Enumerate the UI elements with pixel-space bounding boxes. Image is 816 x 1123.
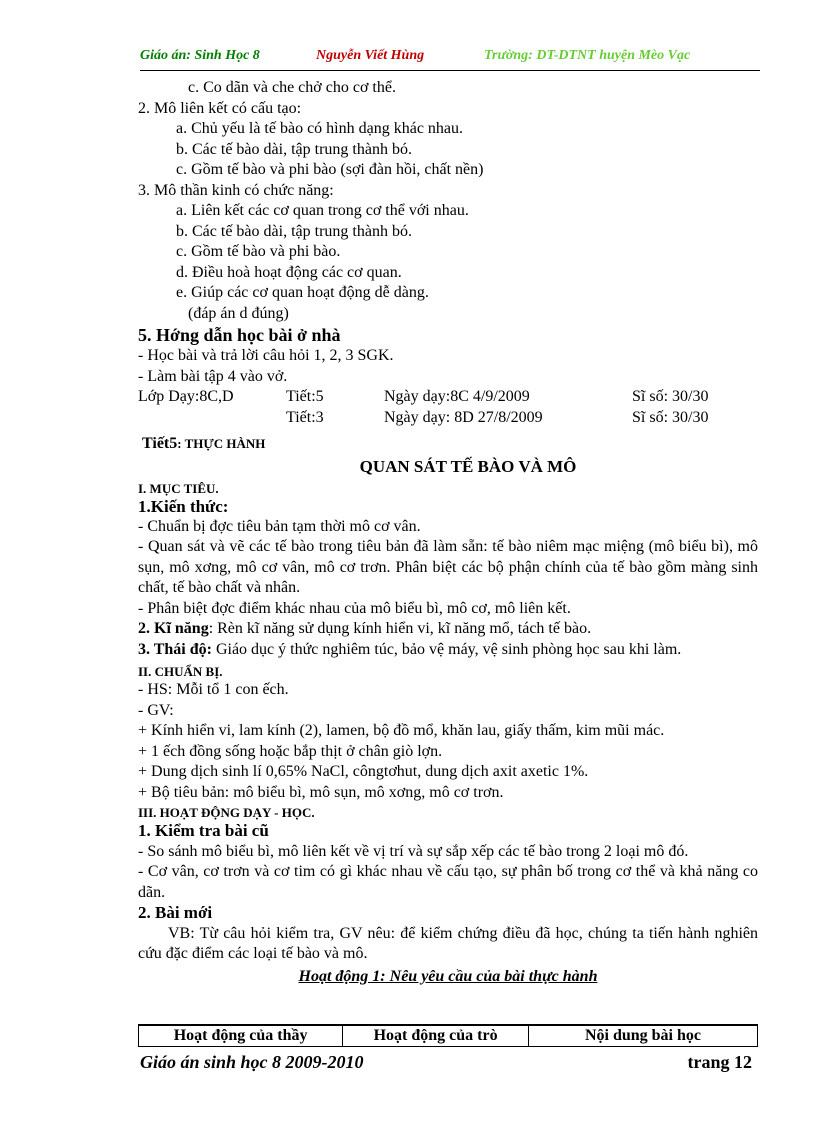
skill-text: : Rèn kĩ năng sử dụng kính hiển vi, kĩ năng mổ, tách tế bào.	[208, 620, 592, 637]
period-label: Tiết:3	[286, 408, 324, 426]
section-preparation-heading: II. CHUẨN BỊ.	[138, 664, 223, 679]
section-activities-heading: III. HOẠT ĐỘNG DẠY - HỌC.	[138, 805, 315, 820]
skill-label: 2. Kĩ năng	[138, 620, 209, 637]
date-label: Ngày dạy: 8D 27/8/2009	[384, 408, 543, 426]
footer-rule	[138, 1046, 758, 1047]
schedule-row	[138, 408, 758, 429]
answer-note: (đáp án d đúng)	[188, 304, 289, 322]
header-author: Nguyễn Viết Hùng	[316, 48, 425, 63]
option-b: b. Các tế bào dài, tập trung thành bó.	[176, 222, 412, 240]
option-c: c. Gồm tế bào và phi bào.	[176, 243, 341, 260]
table-header-cell: Hoạt động của thầy	[139, 1025, 343, 1047]
attitude-line	[138, 640, 758, 661]
question-3: 3. Mô thần kinh có chức năng:	[138, 181, 334, 199]
section-objectives-heading: I. MỤC TIÊU.	[138, 480, 219, 496]
knowledge-item: - Phân biệt đợc điểm khác nhau của mô biểu bì, mô cơ, mô liên kết.	[138, 599, 571, 617]
knowledge-item: - Chuẩn bị đợc tiêu bản tạm thời mô cơ vân.	[138, 517, 421, 535]
prep-item: - HS: Mỗi tổ 1 con ếch.	[138, 681, 289, 698]
check-question: - So sánh mô biểu bì, mô liên kết về vị trí và sự sắp xếp các tế bào trong 2 loại mô đó.	[138, 842, 689, 860]
attitude-text: Giáo dục ý thức nghiêm túc, bảo vệ máy, vệ sinh phòng học sau khi làm.	[211, 640, 682, 658]
activity-table	[138, 1024, 758, 1047]
option-e: e. Giúp các cơ quan hoạt động dễ dàng.	[176, 284, 429, 301]
period-label: Tiết:5	[286, 388, 324, 405]
knowledge-heading: 1.Kiến thức:	[138, 496, 229, 516]
attendance-label: Sĩ số: 30/30	[632, 388, 709, 405]
question-2: 2. Mô liên kết có cấu tạo:	[138, 99, 302, 117]
table-header-cell: Hoạt động của trò	[343, 1025, 529, 1047]
knowledge-item: - Quan sát và vẽ các tế bào trong tiêu bản đã làm sẵn: tế bào niêm mạc miệng (mô biểu bì), mô sụn, mô xơng, mô cơ vân, mô cơ trơn. Phân biệt các bộ phận chính của tế bào gồm màng sinh chất, tế bào chất và nhân.	[138, 538, 758, 596]
option-b: b. Các tế bào dài, tập trung thành bó.	[176, 140, 412, 158]
option-a: a. Chủ yếu là tế bào có hình dạng khác nhau.	[176, 120, 464, 137]
date-label: Ngày dạy:8C 4/9/2009	[384, 388, 530, 405]
table-header-row	[139, 1025, 758, 1047]
lesson-title: QUAN SÁT TẾ BÀO VÀ MÔ	[359, 456, 577, 476]
option-a: a. Liên kết các cơ quan trong cơ thể với nhau.	[176, 202, 469, 219]
prep-item: + Dung dịch sinh lí 0,65% NaCl, côngtơhut, dung dịch axit axetic 1%.	[138, 763, 589, 780]
prep-item: - GV:	[138, 701, 174, 719]
homework-item: - Học bài và trả lời câu hỏi 1, 2, 3 SGK.	[138, 347, 394, 364]
header-school: Trường: DT-DTNT huyện Mèo Vạc	[484, 48, 691, 63]
option-c: c. Gồm tế bào và phi bào (sợi đàn hồi, chất nền)	[176, 161, 484, 178]
option-d: d. Điều hoà hoạt động các cơ quan.	[176, 263, 402, 281]
attendance-label: Sĩ số: 30/30	[632, 408, 709, 426]
homework-item: - Làm bài tập 4 vào vở.	[138, 367, 288, 385]
header-subject: Giáo án: Sinh Học 8	[140, 48, 260, 63]
text-line: c. Co dãn và che chở cho cơ thể.	[188, 79, 396, 96]
check-question: - Cơ vân, cơ trơn và cơ tim có gì khác nhau về cấu tạo, sự phân bố trong cơ thể và khả năng co dãn.	[138, 863, 758, 901]
table-header-cell: Nội dung bài học	[528, 1025, 757, 1047]
check-old-lesson-heading: 1. Kiểm tra bài cũ	[138, 821, 269, 840]
class-label: Lớp Dạy:8C,D	[138, 388, 234, 405]
new-lesson-intro: VB: Từ câu hỏi kiểm tra, GV nêu: để kiểm chứng điều đã học, chúng ta tiến hành nghiên cứu đặc điểm các loại tế bào và mô.	[138, 924, 758, 962]
page-number: trang 12	[687, 1052, 752, 1072]
section-homework-heading: 5. Hớng dẫn học bài ở nhà	[138, 325, 341, 345]
prep-item: + 1 ếch đồng sống hoặc bắp thịt ở chân giò lợn.	[138, 742, 443, 760]
header-rule	[140, 70, 760, 71]
lesson-period	[138, 434, 758, 455]
attitude-label: 3. Thái độ:	[138, 640, 212, 658]
schedule-row	[138, 387, 758, 408]
lesson-period-number: Tiết5	[142, 435, 178, 452]
prep-item: + Bộ tiêu bản: mô biểu bì, mô sụn, mô xơng, mô cơ trơn.	[138, 783, 504, 801]
page-footer	[140, 1052, 756, 1076]
activity-heading: Hoạt động 1: Nêu yêu cầu của bài thực hành	[298, 967, 598, 985]
document-body	[138, 78, 758, 987]
prep-item: + Kính hiển vi, lam kính (2), lamen, bộ đồ mổ, khăn lau, giấy thấm, kim mũi mác.	[138, 722, 665, 739]
skill-line	[138, 619, 758, 640]
new-lesson-heading: 2. Bài mới	[138, 903, 213, 922]
lesson-period-title: : THỰC HÀNH	[177, 436, 266, 451]
page-header	[140, 46, 780, 68]
footer-title: Giáo án sinh học 8 2009-2010	[140, 1052, 364, 1072]
